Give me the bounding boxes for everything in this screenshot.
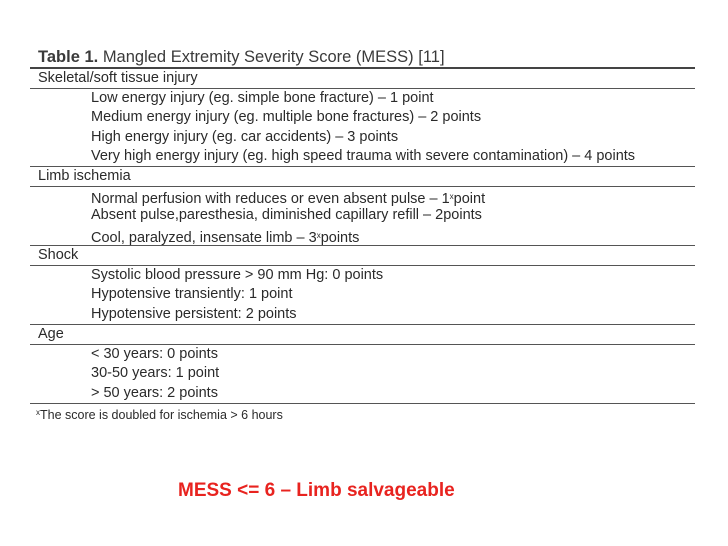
table-footnote xyxy=(30,404,695,424)
item-suffix: point xyxy=(453,191,486,208)
caption-label: Table 1. xyxy=(38,48,99,66)
list-item: Low energy injury (eg. simple bone fracture) – 1 point xyxy=(91,90,434,106)
section-title: Limb ischemia xyxy=(30,167,695,187)
list-item xyxy=(30,187,695,206)
list-item: Very high energy injury (eg. high speed trauma with severe contamination) – 4 points xyxy=(91,147,636,164)
section-title: Age xyxy=(30,325,695,345)
section-skeletal xyxy=(30,69,695,167)
item-text: Cool, paralyzed, insensate limb – 3 xyxy=(91,229,317,246)
section-shock xyxy=(30,246,695,325)
conclusion-text: MESS <= 6 – Limb salvageable xyxy=(178,480,455,501)
list-item: < 30 years: 0 points xyxy=(91,345,218,362)
list-item: High energy injury (eg. car accidents) – 3 points xyxy=(91,128,399,145)
item-suffix: points xyxy=(320,229,360,246)
list-item: Systolic blood pressure > 90 mm Hg: 0 points xyxy=(91,267,384,284)
section-title: Skeletal/soft tissue injury xyxy=(30,69,695,89)
list-item: Medium energy injury (eg. multiple bone fractures) – 2 points xyxy=(91,109,482,126)
list-item: > 50 years: 2 points xyxy=(91,384,218,401)
superscript-mark: x xyxy=(316,230,321,240)
list-item xyxy=(30,226,695,245)
list-item: Hypotensive persistent: 2 points xyxy=(91,305,297,322)
section-limb-ischemia xyxy=(30,167,695,246)
section-title: Shock xyxy=(30,246,695,266)
table-caption xyxy=(30,47,695,69)
mess-table xyxy=(30,47,695,424)
superscript-mark: x xyxy=(449,192,454,202)
caption-text: Mangled Extremity Severity Score (MESS) [11] xyxy=(102,48,445,66)
section-age xyxy=(30,325,695,404)
footnote-mark: x xyxy=(36,407,40,417)
list-item: Hypotensive transiently: 1 point xyxy=(91,286,293,303)
footnote-text: The score is doubled for ischemia > 6 hours xyxy=(40,407,283,422)
list-item: 30-50 years: 1 point xyxy=(91,365,220,382)
list-item: Absent pulse,paresthesia, diminished capillary refill – 2points xyxy=(91,207,482,224)
item-text: Normal perfusion with reduces or even absent pulse – 1 xyxy=(91,191,450,208)
